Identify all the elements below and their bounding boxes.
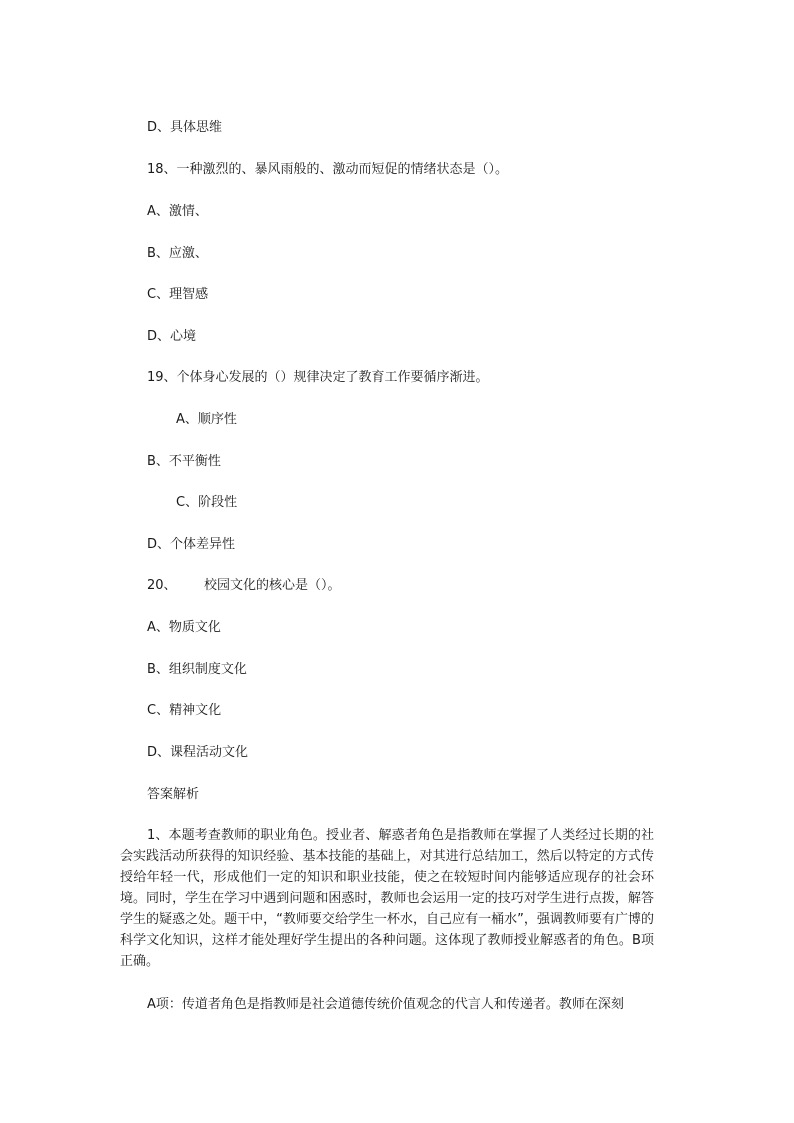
- option-q19-c: C、阶段性: [176, 495, 238, 510]
- explanation-text-1: 1、本题考查教师的职业角色。授业者、解惑者角色是指教师在掌握了人类经过长期的社会实践活动所获得的知识经验、基本技能的基础上，对其进行总结加工，然后以特定的方式传授给年轻一代，形成他们一定的知识和职业技能，使之在较短时间内能够适应现存的社会环境。同时，学生在学习中遇到问题和困惑时，教师也会运用一定的技巧对学生进行点拨，解答学生的疑惑之处。题干中，“教师要交给学生一杯水，自己应有一桶水”，强调教师要有广博的科学文化知识，这样才能处理好学生提出的各种问题。这体现了教师授业解惑者的角色。B项正确。: [120, 828, 654, 969]
- option-q18-b: B、应激、: [147, 246, 208, 261]
- option-q18-d: D、心境: [147, 329, 197, 344]
- option-q18-c: C、理智感: [147, 287, 209, 302]
- question-20-number: 20、: [147, 578, 177, 593]
- explanation-paragraph-1: [120, 825, 654, 972]
- option-q20-b: B、组织制度文化: [147, 662, 247, 677]
- question-20-text: 校园文化的核心是（）。: [204, 578, 341, 593]
- option-q17-d: D、具体思维: [147, 120, 223, 135]
- option-q19-a: A、顺序性: [176, 412, 237, 427]
- question-18: 18、一种激烈的、暴风雨般的、激动而短促的情绪状态是（）。: [147, 162, 509, 177]
- option-q18-a: A、激情、: [147, 204, 208, 219]
- explanation-paragraph-2: [120, 994, 654, 1015]
- answer-heading: 答案解析: [147, 787, 200, 802]
- option-q19-d: D、个体差异性: [147, 537, 236, 552]
- option-q20-c: C、精神文化: [147, 703, 222, 718]
- question-19: 19、个体身心发展的（）规律决定了教育工作要循序渐进。: [147, 370, 489, 385]
- option-q20-a: A、物质文化: [147, 620, 221, 635]
- explanation-text-2: A项：传道者角色是指教师是社会道德传统价值观念的代言人和传递者。教师在深刻: [147, 997, 624, 1012]
- option-q19-b: B、不平衡性: [147, 454, 221, 469]
- option-q20-d: D、课程活动文化: [147, 745, 249, 760]
